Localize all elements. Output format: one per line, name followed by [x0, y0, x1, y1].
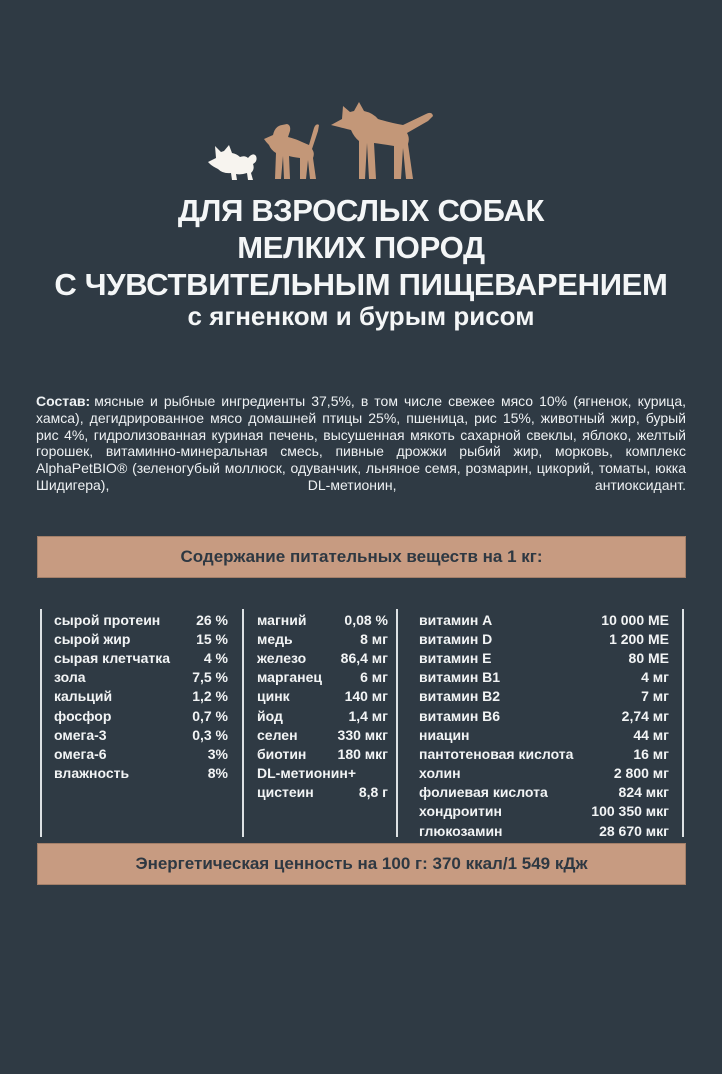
nutrient-value: 330 мкг	[337, 726, 388, 743]
nutrient-value: 86,4 мг	[340, 649, 388, 666]
nutrient-value: 15 %	[196, 630, 228, 647]
nutrition-header-text: Содержание питательных веществ на 1 кг:	[180, 547, 543, 566]
nutrient-label: витамин B2	[419, 688, 501, 705]
nutrient-value: 8,8 г	[358, 784, 388, 801]
nutrient-value: 4 %	[203, 649, 228, 666]
nutrient-value: 44 мг	[633, 726, 669, 743]
composition-label: Состав:	[36, 393, 91, 409]
nutrient-row	[257, 687, 388, 706]
nutrient-label: йод	[257, 707, 283, 724]
nutrient-value: 2 800 мг	[613, 765, 669, 782]
nutrient-label: глюкозамин	[419, 822, 503, 839]
nutrient-row	[419, 706, 669, 725]
nutrition-column-vitamins	[419, 610, 669, 840]
nutrient-row	[54, 629, 228, 648]
nutrition-column-minerals	[257, 610, 388, 802]
title-line-1: ДЛЯ ВЗРОСЛЫХ СОБАК	[177, 193, 545, 228]
nutrient-row	[257, 629, 388, 648]
nutrient-row	[257, 648, 388, 667]
nutrient-value: 10 000 МЕ	[601, 611, 669, 628]
nutrient-label: железо	[257, 649, 307, 666]
nutrient-value: 8 мг	[360, 630, 388, 647]
table-divider-right	[682, 609, 684, 837]
nutrient-label: фолиевая кислота	[419, 784, 548, 801]
nutrient-label: биотин	[257, 745, 307, 762]
large-dog-icon	[329, 98, 442, 181]
nutrient-row	[419, 687, 669, 706]
nutrient-row	[419, 610, 669, 629]
nutrient-label: витамин E	[419, 649, 492, 666]
nutrient-value: 0,3 %	[192, 726, 228, 743]
nutrient-row	[54, 687, 228, 706]
flavor-subtitle: с ягненком и бурым рисом	[187, 301, 535, 331]
nutrient-row	[419, 821, 669, 840]
nutrient-label: ниацин	[419, 726, 470, 743]
nutrient-value: 4 мг	[641, 669, 669, 686]
medium-dog-icon	[262, 122, 328, 181]
table-divider-col1-col2	[242, 609, 244, 837]
nutrition-column-basic	[54, 610, 228, 783]
nutrient-label: медь	[257, 630, 293, 647]
nutrient-label: селен	[257, 726, 298, 743]
nutrient-label: холин	[419, 765, 461, 782]
nutrient-value: 824 мкг	[618, 784, 669, 801]
nutrient-row	[419, 629, 669, 648]
nutrient-label: фосфор	[54, 707, 112, 724]
nutrient-label: цинк	[257, 688, 290, 705]
nutrient-row	[419, 802, 669, 821]
nutrient-value: 6 мг	[360, 669, 388, 686]
nutrient-row	[54, 668, 228, 687]
energy-value-bar	[37, 843, 686, 885]
nutrient-label: марганец	[257, 669, 322, 686]
nutrient-row	[54, 610, 228, 629]
nutrient-label: сырой жир	[54, 630, 131, 647]
nutrient-value: 26 %	[196, 611, 228, 628]
nutrient-label: хондроитин	[419, 803, 502, 820]
nutrient-value: 3%	[207, 745, 228, 762]
nutrient-row	[54, 706, 228, 725]
nutrient-label: сырая клетчатка	[54, 649, 171, 666]
nutrient-label: цистеин	[257, 784, 314, 801]
nutrient-value: 7 мг	[641, 688, 669, 705]
nutrient-value: 7,5 %	[192, 669, 228, 686]
nutrient-row	[419, 744, 669, 763]
nutrient-label: зола	[54, 669, 86, 686]
nutrient-row	[419, 725, 669, 744]
nutrient-row	[257, 764, 388, 783]
product-title	[0, 192, 722, 303]
nutrient-value: 180 мкг	[337, 745, 388, 762]
nutrient-label: витамин B1	[419, 669, 501, 686]
nutrient-row	[419, 648, 669, 667]
nutrient-row	[419, 668, 669, 687]
nutrient-label: витамин A	[419, 611, 493, 628]
nutrient-label: витамин D	[419, 630, 493, 647]
table-divider-col2-col3	[396, 609, 398, 837]
nutrient-row	[419, 764, 669, 783]
nutrient-value: 1,2 %	[192, 688, 228, 705]
nutrient-row	[54, 648, 228, 667]
nutrient-label: влажность	[54, 765, 130, 782]
nutrient-value: 1,4 мг	[348, 707, 388, 724]
nutrient-value: 8%	[207, 765, 228, 782]
small-dog-icon	[206, 141, 258, 181]
nutrient-label: магний	[257, 611, 307, 628]
nutrient-row	[419, 783, 669, 802]
table-divider-left	[40, 609, 42, 837]
nutrient-row	[54, 744, 228, 763]
composition-paragraph	[36, 393, 686, 494]
nutrient-value: 1 200 МЕ	[609, 630, 669, 647]
nutrient-label: витамин B6	[419, 707, 501, 724]
nutrient-value: 0,08 %	[344, 611, 388, 628]
nutrient-label: кальций	[54, 688, 113, 705]
nutrient-row	[257, 725, 388, 744]
nutrient-value: 0,7 %	[192, 707, 228, 724]
nutrient-row	[54, 725, 228, 744]
nutrient-label: DL-метионин+	[257, 765, 356, 782]
title-line-2: МЕЛКИХ ПОРОД	[237, 230, 485, 265]
nutrition-header-bar	[37, 536, 686, 578]
nutrient-label: сырой протеин	[54, 611, 161, 628]
composition-text: мясные и рыбные ингредиенты 37,5%, в том числе свежее мясо 10% (ягненок, курица, хамса), дегидрированное мясо домашней птицы 25%, пшеница, рис 15%, животный жир, бурый рис 4%, гидролизованная куриная печень, высушенная мякоть сахарной свеклы, яблоко, желтый горошек, витаминно-минеральная смесь, пивные дрожжи рыбий жир, морковь, комплекс AlphaPetBIO® (зеленогубый моллюск, одуванчик, льняное семя, розмарин, цикорий, томаты, юкка Шидигера), DL-метионин, антиоксидант.	[36, 393, 686, 493]
nutrient-value: 80 МЕ	[628, 649, 669, 666]
nutrient-value: 100 350 мкг	[591, 803, 669, 820]
title-line-3: С ЧУВСТВИТЕЛЬНЫМ ПИЩЕВАРЕНИЕМ	[54, 267, 668, 302]
nutrient-row	[257, 706, 388, 725]
nutrient-value: 2,74 мг	[621, 707, 669, 724]
energy-value-text: Энергетическая ценность на 100 г: 370 ккал/1 549 кДж	[135, 854, 588, 873]
nutrient-value: 28 670 мкг	[599, 822, 669, 839]
nutrient-label: пантотеновая кислота	[419, 745, 574, 762]
nutrient-label: омега-3	[54, 726, 107, 743]
nutrient-value: 140 мг	[344, 688, 388, 705]
nutrient-row	[257, 668, 388, 687]
nutrient-label: омега-6	[54, 745, 107, 762]
nutrient-value: 16 мг	[633, 745, 669, 762]
nutrient-row	[257, 744, 388, 763]
nutrient-row	[257, 610, 388, 629]
nutrient-row	[54, 764, 228, 783]
nutrient-row	[257, 783, 388, 802]
